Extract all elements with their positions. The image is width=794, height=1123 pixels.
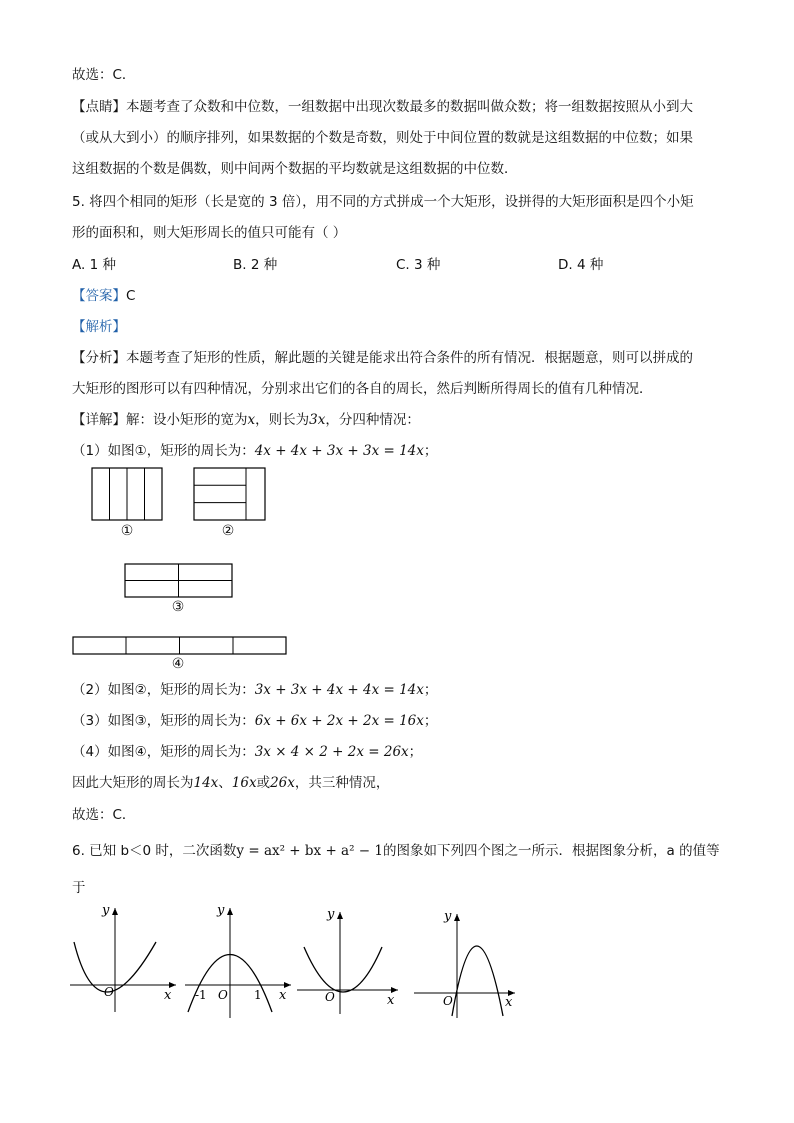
figure-1-label: ① (120, 523, 134, 539)
analysis-tag: 【解析】 (72, 319, 126, 335)
figure-4-rectangles (72, 636, 288, 656)
case-4-line (72, 743, 422, 761)
figure-2-label: ② (221, 523, 235, 539)
case-1-equation: 4x + 4x + 3x + 3x = 14x (254, 443, 424, 459)
graph-4 (412, 902, 522, 1022)
graph-3 (295, 902, 405, 1017)
graph-2-tick-pos1: 1 (254, 988, 262, 1002)
graph-1 (68, 902, 180, 1014)
graph-4-curve (452, 946, 503, 1016)
summary-post: ，共三种情况， (294, 775, 390, 791)
summary-sep-2: 或 (256, 775, 271, 791)
summary-prefix: 因此大矩形的周长为 (72, 775, 194, 791)
case-3-equation: 6x + 6x + 2x + 2x = 16x (254, 713, 424, 729)
case-2-semicolon: ； (423, 682, 438, 698)
answer-value: C (126, 288, 136, 304)
question-6-line-2: 于 (72, 880, 86, 896)
graph-4-x-label: x (505, 995, 513, 1010)
question-6-line-1 (72, 842, 720, 860)
graph-2-y-arrow (227, 908, 233, 915)
question-6-equation: y = ax² + bx + a² − 1 (236, 843, 384, 859)
option-c: C. 3 种 (396, 257, 441, 273)
graph-3-y-arrow (337, 912, 343, 919)
case-3-semicolon: ； (423, 713, 438, 729)
question-6-post: 的图象如下列四个图之一所示．根据图象分析，a 的值等 (383, 843, 720, 859)
conclusion-line-2: 故选：C． (72, 807, 136, 823)
summary-value-1: 14x (193, 775, 219, 791)
case-1-prefix: （1）如图①，矩形的周长为： (72, 443, 255, 459)
summary-value-3: 26x (270, 775, 295, 791)
figure-3-rectangles (124, 563, 234, 599)
graph-2 (183, 902, 298, 1022)
detail-mid: ，则长为 (255, 412, 310, 428)
figure-3-label: ③ (171, 599, 185, 615)
option-d: D. 4 种 (558, 257, 604, 273)
case-1-semicolon: ； (423, 443, 438, 459)
case-3-prefix: （3）如图③，矩形的周长为： (72, 713, 255, 729)
detail-post: ，分四种情况： (325, 412, 420, 428)
detail-prefix: 【详解】解：设小矩形的宽为 (72, 412, 248, 428)
figure-1-rectangles (91, 467, 165, 522)
graph-2-tick-neg1: -1 (195, 988, 207, 1002)
summary-sep-1: 、 (218, 775, 232, 791)
comment-line-1: 【点睛】本题考查了众数和中位数，一组数据中出现次数最多的数据叫做众数；将一组数据按照从小到大 (72, 99, 693, 115)
question-6-prefix: 6. 已知 b＜0 时，二次函数 (72, 843, 237, 859)
graph-2-x-label: x (279, 988, 287, 1003)
comment-line-3: 这组数据的个数是偶数，则中间两个数据的平均数就是这组数据的中位数． (72, 161, 518, 177)
case-4-equation: 3x × 4 × 2 + 2x = 26x (254, 744, 409, 760)
graph-3-curve (304, 947, 382, 992)
graph-2-origin: O (218, 988, 228, 1002)
option-a: A. 1 种 (72, 257, 116, 273)
graph-3-y-label: y (327, 907, 335, 922)
summary-line (72, 774, 389, 792)
case-3-line (72, 712, 437, 730)
figure-2-outer (194, 468, 265, 520)
graph-3-origin: O (325, 990, 335, 1004)
graph-4-y-arrow (454, 914, 460, 921)
answer-tag: 【答案】 (72, 288, 126, 304)
detail-3x: 3x (309, 412, 326, 428)
summary-value-2: 16x (231, 775, 257, 791)
case-2-prefix: （2）如图②，矩形的周长为： (72, 682, 255, 698)
graph-1-y-arrow (112, 908, 118, 915)
graph-4-y-label: y (444, 909, 452, 924)
conclusion-line: 故选：C． (72, 67, 136, 83)
analysis-line-1: 【分析】本题考查了矩形的性质，解此题的关键是能求出符合条件的所有情况．根据题意，则可以拼成的 (72, 350, 693, 366)
case-4-semicolon: ； (408, 744, 423, 760)
graph-1-y-label: y (102, 903, 110, 918)
graph-1-origin: O (104, 985, 114, 999)
analysis-line-2: 大矩形的图形可以有四种情况，分别求出它们的各自的周长，然后判断所得周长的值有几种情况． (72, 381, 653, 397)
graph-3-x-label: x (387, 993, 395, 1008)
case-2-equation: 3x + 3x + 4x + 4x = 14x (254, 682, 424, 698)
option-b: B. 2 种 (233, 257, 278, 273)
comment-line-2: （或从大到小）的顺序排列，如果数据的个数是奇数，则处于中间位置的数就是这组数据的中位数；如果 (72, 130, 693, 146)
graph-4-origin: O (443, 994, 453, 1008)
case-1-line (72, 442, 437, 460)
question-5-line-1: 5. 将四个相同的矩形（长是宽的 3 倍），用不同的方式拼成一个大矩形，设拼得的大矩形面积是四个小矩 (72, 194, 694, 210)
detail-x: x (247, 412, 256, 428)
case-4-prefix: （4）如图④，矩形的周长为： (72, 744, 255, 760)
case-2-line (72, 681, 437, 699)
figure-4-label: ④ (171, 656, 185, 672)
figure-2-rectangles (193, 467, 267, 522)
answer-line (72, 287, 135, 305)
graph-1-x-label: x (164, 988, 172, 1003)
graph-2-y-label: y (217, 903, 225, 918)
question-5-line-2: 形的面积和，则大矩形周长的值只可能有（ ） (72, 225, 347, 241)
detail-line (72, 411, 420, 429)
